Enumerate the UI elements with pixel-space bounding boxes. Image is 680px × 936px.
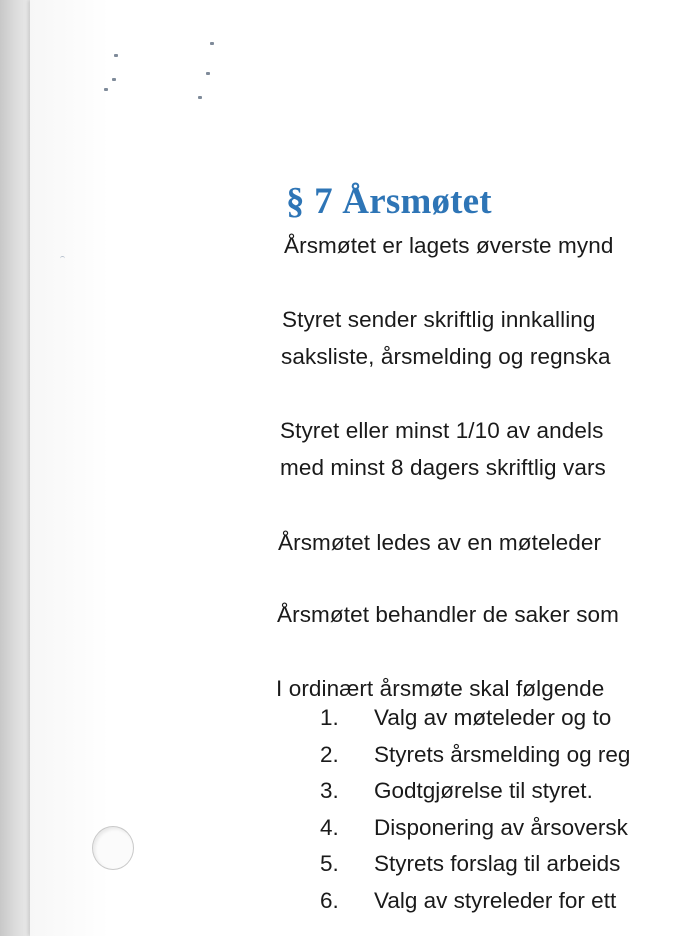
paragraph-2-line-2: saksliste, årsmelding og regnska [281,344,611,369]
agenda-item-text: Styrets årsmelding og reg [374,741,631,767]
agenda-item-number: 3. [320,778,339,803]
paragraph-3-line-2: med minst 8 dagers skriftlig vars [280,455,606,480]
paragraph-3-line-1: Styret eller minst 1/10 av andels [280,418,604,443]
paragraph-6-line-1: I ordinært årsmøte skal følgende [276,676,605,701]
agenda-item-number: 2. [320,741,339,767]
staple-mark [206,72,210,75]
paragraph-4-line-1: Årsmøtet ledes av en møteleder [278,530,602,555]
section-heading: § 7 Årsmøtet [286,181,492,222]
agenda-item-text: Styrets forslag til arbeids [374,851,621,876]
scanner-shadow-edge [0,0,34,936]
agenda-item-number: 6. [320,887,339,913]
staple-mark [198,96,202,99]
staple-mark [104,88,108,91]
staple-mark [114,54,118,57]
agenda-item-number: 5. [320,851,339,876]
staple-mark [112,78,116,81]
agenda-item-text: Valg av styreleder for ett [374,887,617,913]
paragraph-1-line-1: Årsmøtet er lagets øverste mynd [284,233,614,258]
agenda-item-number: 4. [320,814,339,840]
agenda-item-number: 1. [320,705,339,730]
agenda-item-text: Godtgjørelse til styret. [374,778,593,803]
punch-hole [92,826,134,870]
paragraph-5-line-1: Årsmøtet behandler de saker som [277,602,619,627]
paper-speck [60,256,65,261]
agenda-item-text: Disponering av årsoversk [374,814,628,840]
paragraph-2-line-1: Styret sender skriftlig innkalling [282,307,596,332]
staple-mark [210,42,214,45]
agenda-item-text: Valg av møteleder og to [374,705,612,730]
